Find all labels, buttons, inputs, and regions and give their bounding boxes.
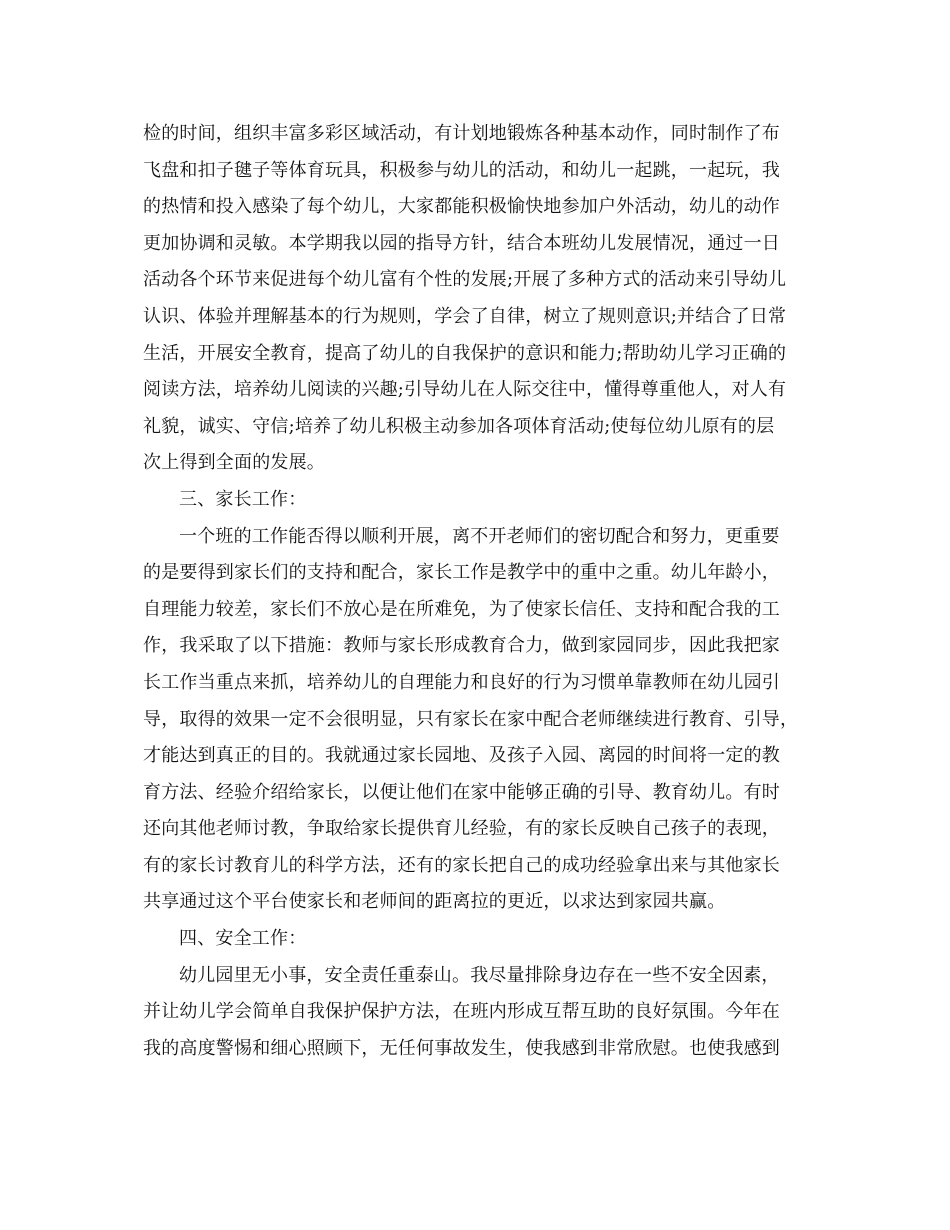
text-line: 长工作当重点来抓，培养幼儿的自理能力和良好的行为习惯单靠教师在幼儿园引 bbox=[143, 671, 780, 693]
text-line: 四、安全工作： bbox=[179, 928, 307, 950]
text-line: 自理能力较差，家长们不放心是在所难免，为了使家长信任、支持和配合我的工 bbox=[143, 598, 780, 620]
text-line: 育方法、经验介绍给家长，以便让他们在家中能够正确的引导、教育幼儿。有时 bbox=[143, 781, 780, 803]
text-line: 的是要得到家长们的支持和配合，家长工作是教学中的重中之重。幼儿年龄小， bbox=[143, 562, 780, 584]
text-line: 幼儿园里无小事，安全责任重泰山。我尽量排除身边存在一些不安全因素， bbox=[179, 964, 780, 986]
text-line: 飞盘和扣子毽子等体育玩具，积极参与幼儿的活动，和幼儿一起跳，一起玩，我 bbox=[143, 159, 780, 181]
text-line: 的热情和投入感染了每个幼儿，大家都能积极愉快地参加户外活动，幼儿的动作 bbox=[143, 196, 780, 218]
text-line: 共享通过这个平台使家长和老师间的距离拉的更近，以求达到家园共赢。 bbox=[143, 891, 726, 913]
text-line: 礼貌，诚实、守信;培养了幼儿积极主动参加各项体育活动;使每位幼儿原有的层 bbox=[143, 415, 775, 437]
text-line: 三、家长工作： bbox=[179, 488, 307, 510]
text-line: 还向其他老师讨教，争取给家长提供育儿经验，有的家长反映自己孩子的表现， bbox=[143, 818, 780, 840]
document-body bbox=[143, 116, 803, 1067]
text-line: 一个班的工作能否得以顺利开展，离不开老师们的密切配合和努力，更重要 bbox=[179, 525, 780, 547]
text-line: 阅读方法，培养幼儿阅读的兴趣;引导幼儿在人际交往中，懂得尊重他人，对人有 bbox=[143, 379, 787, 401]
text-line: 生活，开展安全教育，提高了幼儿的自我保护的意识和能力;帮助幼儿学习正确的 bbox=[143, 342, 787, 364]
text-line: 认识、体验并理解基本的行为规则，学会了自律，树立了规则意识;并结合了日常 bbox=[143, 305, 787, 327]
text-line: 我的高度警惕和细心照顾下，无任何事故发生，使我感到非常欣慰。也使我感到 bbox=[143, 1037, 780, 1059]
text-line: 检的时间，组织丰富多彩区域活动，有计划地锻炼各种基本动作，同时制作了布 bbox=[143, 123, 780, 144]
text-line: 活动各个环节来促进每个幼儿富有个性的发展;开展了多种方式的活动来引导幼儿 bbox=[143, 269, 787, 291]
text-line: 更加协调和灵敏。本学期我以园的指导方针，结合本班幼儿发展情况，通过一日 bbox=[143, 232, 780, 254]
text-line: 导，取得的效果一定不会很明显，只有家长在家中配合老师继续进行教育、引导， bbox=[143, 708, 799, 730]
text-line: 作，我采取了以下措施：教师与家长形成教育合力，做到家园同步，因此我把家 bbox=[143, 635, 780, 657]
text-line: 有的家长讨教育儿的科学方法，还有的家长把自己的成功经验拿出来与其他家长 bbox=[143, 854, 780, 876]
text-line: 并让幼儿学会简单自我保护保护方法，在班内形成互帮互助的良好氛围。今年在 bbox=[143, 1001, 780, 1023]
text-line: 次上得到全面的发展。 bbox=[143, 452, 325, 474]
text-line: 才能达到真正的目的。我就通过家长园地、及孩子入园、离园的时间将一定的教 bbox=[143, 745, 780, 767]
